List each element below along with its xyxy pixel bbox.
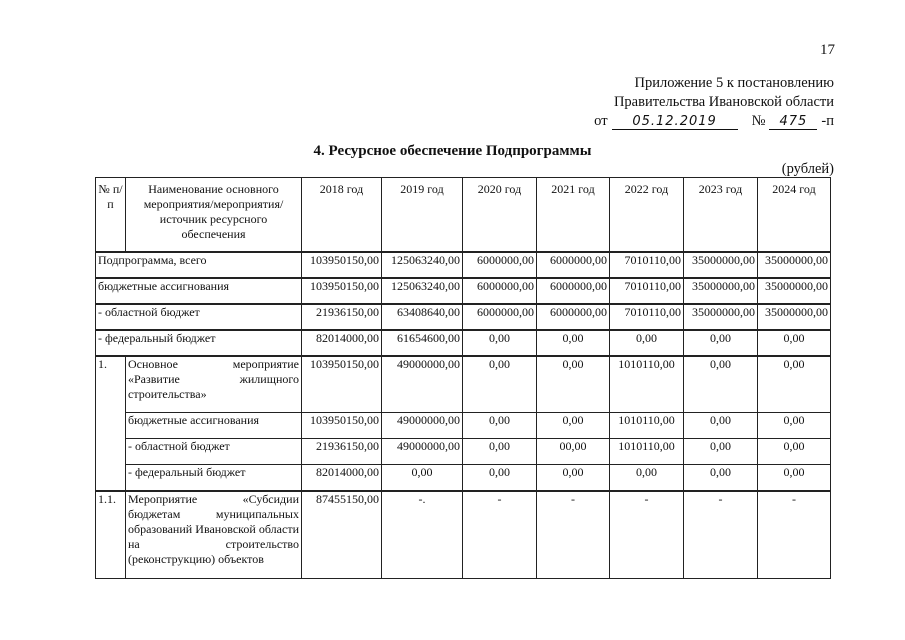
cell-2023: - xyxy=(684,491,758,579)
handwritten-number: 475 xyxy=(769,115,817,130)
units-label: (рублей) xyxy=(781,161,834,177)
cell-2020: 0,00 xyxy=(463,439,537,465)
cell-2024: 35000000,00 xyxy=(758,278,831,304)
cell-2024: 0,00 xyxy=(758,465,831,491)
cell-2018: 103950150,00 xyxy=(302,278,382,304)
cell-2022: 7010110,00 xyxy=(610,252,684,278)
table-row-main-activity-allocations xyxy=(96,413,831,439)
cell-2022: 1010110,00 xyxy=(610,413,684,439)
table-row-main-activity xyxy=(96,356,831,413)
header-2020: 2020 год xyxy=(463,178,537,252)
cell-2024: - xyxy=(758,491,831,579)
appendix-block xyxy=(594,74,834,131)
header-2022: 2022 год xyxy=(610,178,684,252)
cell-2019: 63408640,00 xyxy=(382,304,463,330)
cell-2018: 103950150,00 xyxy=(302,356,382,413)
cell-2018: 87455150,00 xyxy=(302,491,382,579)
cell-2019: 125063240,00 xyxy=(382,252,463,278)
header-2023: 2023 год xyxy=(684,178,758,252)
cell-2024: 0,00 xyxy=(758,439,831,465)
appendix-line-1: Приложение 5 к постановлению xyxy=(634,75,834,91)
cell-2023: 0,00 xyxy=(684,413,758,439)
header-row xyxy=(96,178,831,252)
cell-2024: 0,00 xyxy=(758,356,831,413)
header-2019: 2019 год xyxy=(382,178,463,252)
cell-2020: 6000000,00 xyxy=(463,304,537,330)
section-title: 4. Ресурсное обеспечение Подпрограммы xyxy=(313,143,592,159)
header-2024: 2024 год xyxy=(758,178,831,252)
row-number: 1. xyxy=(96,356,126,491)
cell-2019: 61654600,00 xyxy=(382,330,463,356)
cell-2022: - xyxy=(610,491,684,579)
cell-2019: -. xyxy=(382,491,463,579)
row-label: Мероприятие «Субсидии бюджетам муниципальных образований Ивановской области на строительство (реконструкцию) объектов xyxy=(126,491,302,579)
header-num: № п/п xyxy=(96,178,126,252)
number-label: № xyxy=(751,113,766,129)
cell-2023: 0,00 xyxy=(684,465,758,491)
cell-2024: 35000000,00 xyxy=(758,304,831,330)
cell-2022: 0,00 xyxy=(610,465,684,491)
cell-2023: 35000000,00 xyxy=(684,304,758,330)
cell-2022: 0,00 xyxy=(610,330,684,356)
table-row-main-activity-regional xyxy=(96,439,831,465)
cell-2018: 82014000,00 xyxy=(302,465,382,491)
cell-2022: 1010110,00 xyxy=(610,439,684,465)
table-row-main-activity-federal xyxy=(96,465,831,491)
header-name: Наименование основного мероприятия/мероприятия/ источник ресурсного обеспечения xyxy=(126,178,302,252)
row-label: - федеральный бюджет xyxy=(96,330,302,356)
cell-2023: 0,00 xyxy=(684,356,758,413)
table-row-federal-budget xyxy=(96,330,831,356)
cell-2021: 6000000,00 xyxy=(537,252,610,278)
resource-table xyxy=(95,177,831,579)
cell-2019: 125063240,00 xyxy=(382,278,463,304)
number-suffix: -п xyxy=(821,113,834,129)
row-label: Подпрограмма, всего xyxy=(96,252,302,278)
cell-2023: 0,00 xyxy=(684,330,758,356)
from-label: от xyxy=(594,113,608,129)
cell-2018: 103950150,00 xyxy=(302,413,382,439)
cell-2020: 6000000,00 xyxy=(463,278,537,304)
cell-2018: 21936150,00 xyxy=(302,439,382,465)
table-row-budget-allocations xyxy=(96,278,831,304)
cell-2019: 49000000,00 xyxy=(382,356,463,413)
row-label: бюджетные ассигнования xyxy=(96,278,302,304)
cell-2020: 0,00 xyxy=(463,413,537,439)
cell-2024: 35000000,00 xyxy=(758,252,831,278)
table-row-regional-budget xyxy=(96,304,831,330)
table-row-activity-1-1 xyxy=(96,491,831,579)
table-row-subprogram-total xyxy=(96,252,831,278)
cell-2021: 0,00 xyxy=(537,465,610,491)
cell-2021: 6000000,00 xyxy=(537,304,610,330)
cell-2020: 0,00 xyxy=(463,330,537,356)
cell-2020: 6000000,00 xyxy=(463,252,537,278)
handwritten-date: 05.12.2019 xyxy=(612,115,738,130)
page-number: 17 xyxy=(820,42,835,58)
cell-2024: 0,00 xyxy=(758,413,831,439)
row-label: - областной бюджет xyxy=(126,439,302,465)
header-2021: 2021 год xyxy=(537,178,610,252)
header-2018: 2018 год xyxy=(302,178,382,252)
row-number: 1.1. xyxy=(96,491,126,579)
cell-2021: 6000000,00 xyxy=(537,278,610,304)
appendix-line-2: Правительства Ивановской области xyxy=(613,94,834,110)
appendix-date-line xyxy=(594,112,834,131)
cell-2021: 0,00 xyxy=(537,330,610,356)
row-label: - областной бюджет xyxy=(96,304,302,330)
cell-2022: 7010110,00 xyxy=(610,304,684,330)
cell-2021: 0,00 xyxy=(537,356,610,413)
cell-2022: 1010110,00 xyxy=(610,356,684,413)
cell-2018: 21936150,00 xyxy=(302,304,382,330)
cell-2024: 0,00 xyxy=(758,330,831,356)
row-label: бюджетные ассигнования xyxy=(126,413,302,439)
cell-2021: - xyxy=(537,491,610,579)
cell-2022: 7010110,00 xyxy=(610,278,684,304)
cell-2023: 0,00 xyxy=(684,439,758,465)
cell-2019: 49000000,00 xyxy=(382,439,463,465)
cell-2019: 0,00 xyxy=(382,465,463,491)
row-label: Основное мероприятие «Развитие жилищного строительства» xyxy=(126,356,302,413)
cell-2018: 82014000,00 xyxy=(302,330,382,356)
cell-2021: 0,00 xyxy=(537,413,610,439)
cell-2021: 00,00 xyxy=(537,439,610,465)
row-label: - федеральный бюджет xyxy=(126,465,302,491)
cell-2023: 35000000,00 xyxy=(684,278,758,304)
cell-2020: 0,00 xyxy=(463,356,537,413)
cell-2018: 103950150,00 xyxy=(302,252,382,278)
cell-2023: 35000000,00 xyxy=(684,252,758,278)
cell-2020: 0,00 xyxy=(463,465,537,491)
cell-2020: - xyxy=(463,491,537,579)
cell-2019: 49000000,00 xyxy=(382,413,463,439)
